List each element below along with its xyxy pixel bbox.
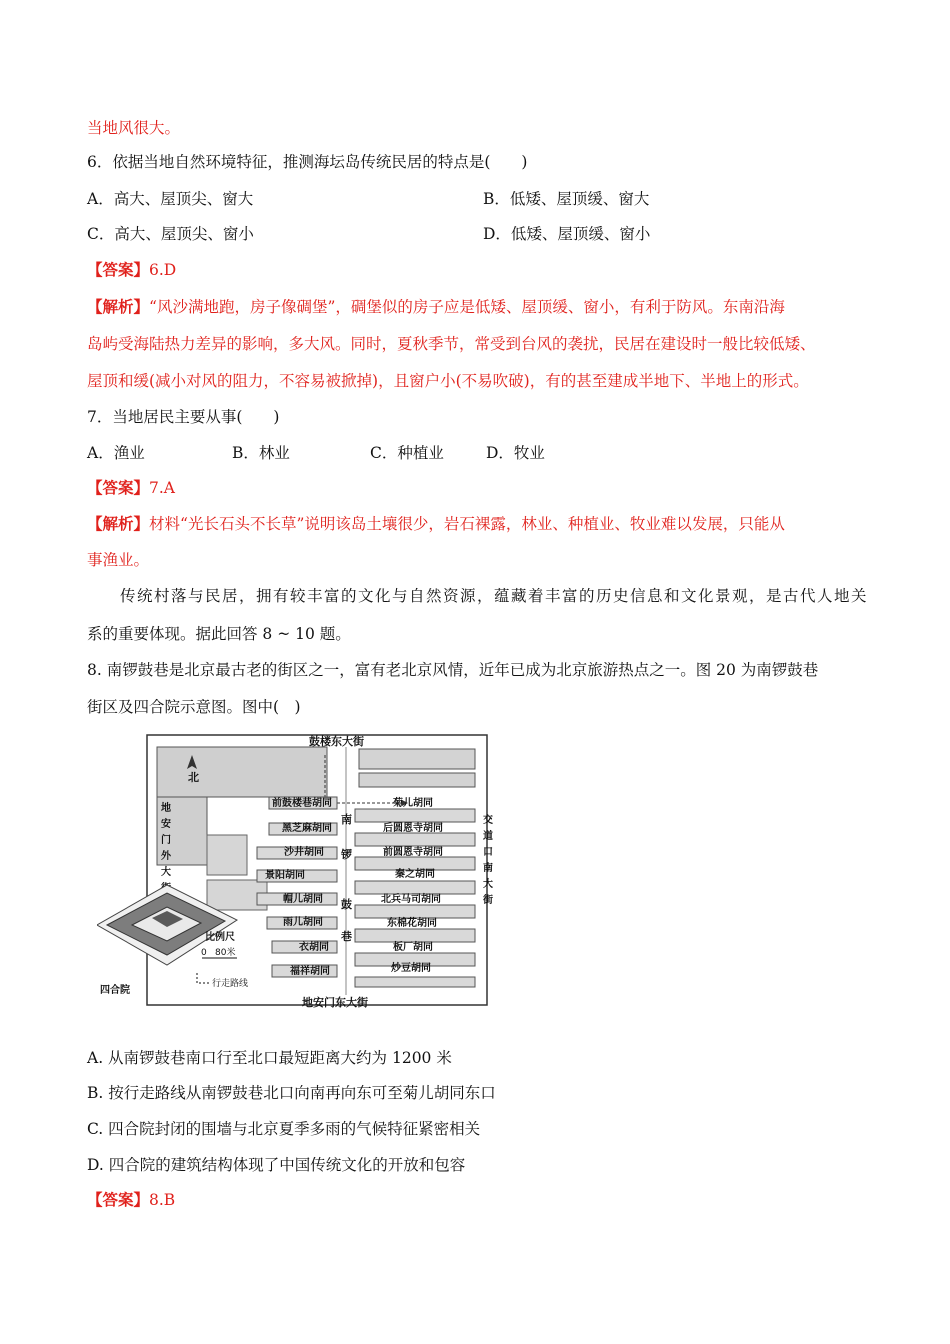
nanluoguxiang-map (97, 725, 499, 1010)
scale-title: 比例尺 (205, 932, 235, 943)
answer-value: 8.B (149, 1191, 176, 1209)
hutong-label-left: 帽儿胡同 (283, 894, 323, 905)
scale-value: 80米 (215, 948, 236, 958)
block-r5 (355, 905, 475, 918)
question-6: 6．依据当地自然环境特征，推测海坛岛传统民居的特点是( ) (87, 153, 528, 171)
passage-line-2: 系的重要体现。据此回答 8 ~ 10 题。 (87, 625, 351, 643)
hutong-label-left: 前鼓楼巷胡同 (272, 798, 332, 809)
explanation-tag: 【解析】 (87, 514, 150, 533)
question-8-line-2: 街区及四合院示意图。图中( ) (87, 698, 301, 716)
hutong-label-right: 东棉花胡同 (387, 918, 437, 929)
answer-6 (87, 260, 176, 280)
q7-option-d: D．牧业 (486, 444, 545, 462)
hutong-label-right: 北兵马司胡同 (381, 894, 441, 905)
hutong-label-left: 雨儿胡同 (283, 917, 323, 928)
right-street-char: 南 (483, 863, 493, 874)
right-street-char: 大 (483, 879, 493, 890)
q8-option-d: D. 四合院的建筑结构体现了中国传统文化的开放和包容 (87, 1156, 466, 1174)
explanation-6-line-1 (87, 297, 785, 317)
bottom-street-label: 地安门东大街 (302, 996, 368, 1009)
main-street-char: 南 (341, 813, 352, 826)
q7-option-b: B．林业 (232, 444, 290, 462)
q6-option-a: A．高大、屋顶尖、窗大 (87, 190, 254, 208)
right-street-char: 街 (483, 895, 493, 906)
q8-option-b: B. 按行走路线从南锣鼓巷北口向南再向东可至菊儿胡同东口 (87, 1084, 496, 1102)
explanation-text: “风沙满地跑，房子像碉堡”，碉堡似的房子应是低矮、屋顶缓、窗小，有利于防风。东南沿海 (149, 298, 785, 316)
map-block-w2 (207, 835, 247, 875)
answer-tag: 【答案】 (87, 478, 150, 497)
explanation-text: 材料“光长石头不长草”说明该岛土壤很少，岩石裸露，林业、种植业、牧业难以发展，只能从 (149, 515, 785, 533)
answer-value: 6.D (149, 261, 177, 279)
main-street-char: 锣 (341, 848, 352, 861)
explanation-7-line-1 (87, 514, 785, 534)
question-8-line-1: 8. 南锣鼓巷是北京最古老的街区之一，富有老北京风情，近年已成为北京旅游热点之一。图 20 为南锣鼓巷 (87, 661, 819, 679)
block-r2 (355, 833, 475, 846)
scale-zero: 0 (201, 948, 207, 958)
question-7: 7．当地居民主要从事( ) (87, 408, 280, 426)
right-street-char: 口 (483, 847, 493, 858)
passage-line-1: 传统村落与民居，拥有较丰富的文化与自然资源，蕴藏着丰富的历史信息和文化景观，是古代人地关 (120, 587, 869, 605)
answer-tag: 【答案】 (87, 260, 150, 279)
answer-tag: 【答案】 (87, 1190, 150, 1209)
left-street-char: 门 (161, 835, 171, 846)
main-street-char: 巷 (341, 930, 352, 943)
q8-option-c: C. 四合院封闭的围墙与北京夏季多雨的气候特征紧密相关 (87, 1120, 481, 1138)
q7-option-a: A．渔业 (87, 444, 145, 462)
main-street-char: 鼓 (341, 898, 352, 911)
hutong-label-right: 秦之胡同 (395, 869, 435, 880)
left-street-char: 地 (161, 803, 171, 814)
intro-end: 当地风很大。 (87, 119, 181, 137)
right-street-char: 道 (483, 831, 493, 842)
north-label: 北 (188, 771, 199, 784)
q6-option-c: C．高大、屋顶尖、窗小 (87, 225, 254, 243)
left-street-char: 外 (161, 851, 171, 862)
hutong-label-left: 黑芝麻胡同 (282, 823, 332, 834)
courtyard-label: 四合院 (100, 985, 130, 996)
top-street-label: 鼓楼东大街 (309, 735, 364, 748)
hutong-label-right: 后圆恩寺胡同 (383, 823, 443, 834)
explanation-7-line-2: 事渔业。 (87, 551, 150, 569)
block-r8 (355, 977, 475, 987)
hutong-label-left: 景阳胡同 (265, 870, 305, 881)
hutong-label-right: 板厂胡同 (393, 942, 433, 953)
map-block-nw (157, 747, 327, 797)
hutong-label-right: 炒豆胡同 (391, 963, 431, 974)
hutong-label-right: 菊儿胡同 (393, 798, 433, 809)
map-block-ne2 (359, 773, 475, 787)
right-street-char: 交 (483, 815, 493, 826)
answer-7 (87, 478, 175, 498)
hutong-label-left: 福祥胡同 (290, 966, 330, 977)
block-r4 (355, 881, 475, 894)
hutong-label-left: 衣胡同 (299, 942, 329, 953)
q7-option-c: C．种植业 (370, 444, 444, 462)
hutong-label-left: 沙井胡同 (284, 847, 324, 858)
answer-value: 7.A (149, 479, 175, 497)
block-r1 (355, 809, 475, 822)
map-block-ne1 (359, 749, 475, 769)
left-street-char: 大 (161, 867, 171, 878)
explanation-tag: 【解析】 (87, 297, 150, 316)
left-street-char: 安 (161, 819, 171, 830)
q6-option-d: D．低矮、屋顶缓、窗小 (483, 225, 651, 243)
q6-option-b: B．低矮、屋顶缓、窗大 (483, 190, 650, 208)
route-legend-label: 行走路线 (212, 979, 249, 989)
explanation-6-line-2: 岛屿受海陆热力差异的影响，多大风。同时，夏秋季节，常受到台风的袭扰，民居在建设时一般比较低矮、 (87, 335, 816, 353)
hutong-label-right: 前圆恩寺胡同 (383, 847, 443, 858)
answer-8 (87, 1190, 175, 1210)
block-r6 (355, 929, 475, 942)
q8-option-a: A. 从南锣鼓巷南口行至北口最短距离大约为 1200 米 (87, 1049, 452, 1067)
explanation-6-line-3: 屋顶和缓(减小对风的阻力，不容易被掀掉)，且窗户小(不易吹破)，有的甚至建成半地下、半地上的形式。 (87, 372, 809, 390)
